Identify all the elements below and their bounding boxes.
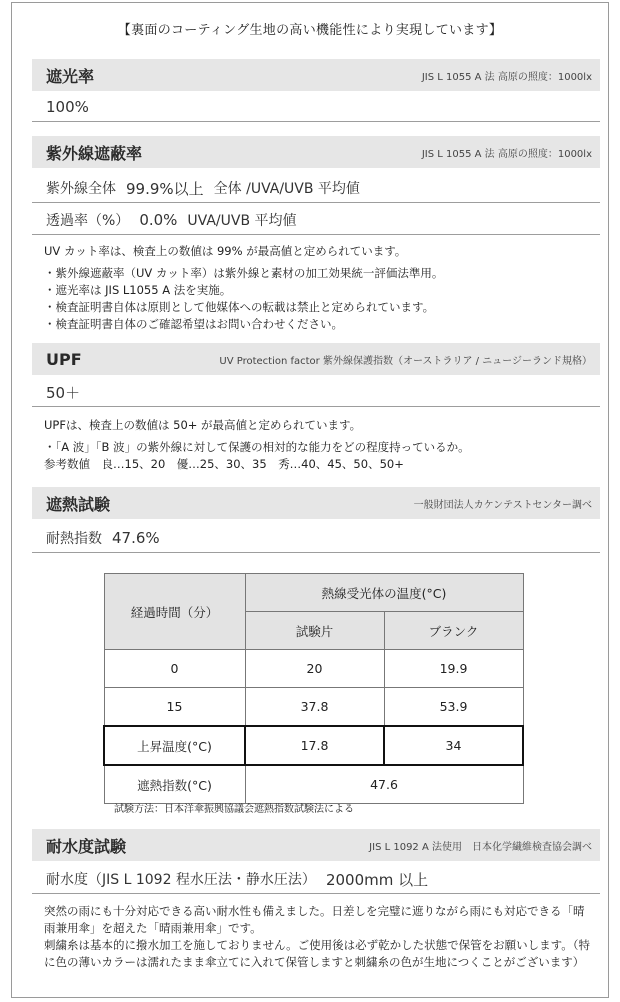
section-note: JIS L 1092 A 法使用 日本化学繊維検査協会調べ (369, 841, 592, 853)
section-title: 耐水度試験 (46, 836, 127, 856)
table-row (104, 650, 523, 688)
section-title: UPF (46, 349, 82, 369)
table-row (104, 688, 523, 727)
section-header-upf (32, 343, 600, 375)
section-header-heat (32, 487, 600, 519)
uv-total-row (32, 174, 600, 203)
col-temp-header: 熱線受光体の温度(°C) (245, 574, 523, 612)
note-line: ・検査証明書自体のご確認希望はお問い合わせください。 (44, 317, 343, 331)
section-header-uv (32, 136, 600, 168)
upf-notes (44, 417, 470, 473)
section-title: 遮光率 (46, 66, 95, 86)
heat-index-table-row (104, 765, 523, 804)
uv-transmittance-label: 透過率（%） (46, 213, 130, 229)
test-method-note: 試験方法：日本洋傘振興協議会遮熱指数試験法による (114, 804, 354, 815)
heat-index-row (32, 524, 600, 553)
note-line: ・「A 波」「B 波」の紫外線に対して保護の相対的な能力をどの程度持っているか。 (44, 440, 470, 454)
note-line: UV カット率は、検査上の数値は 99% が最高値と定められています。 (44, 244, 407, 258)
water-notes (44, 903, 594, 971)
note-paragraph: 突然の雨にも十分対応できる高い耐水性も備えました。日差しを完璧に遮りながら雨にも対応できる「晴雨兼用傘」を超えた「晴雨兼用傘」です。 (44, 904, 585, 935)
uv-total-label: 紫外線全体 (46, 181, 116, 197)
spec-sheet (11, 2, 609, 998)
heat-test-table (103, 573, 524, 804)
shading-value: 100% (46, 98, 89, 116)
cell-sample: 37.8 (245, 688, 384, 727)
cell-time: 0 (104, 650, 245, 688)
uv-transmittance-value: 0.0% (139, 211, 178, 229)
col-sample-header: 試験片 (245, 612, 384, 650)
note-line: UPFは、検査上の数値は 50+ が最高値と定められています。 (44, 418, 362, 432)
upf-value-row (32, 378, 600, 407)
section-note: JIS L 1055 A 法 高原の照度：1000lx (421, 148, 592, 160)
col-time-header: 経過時間（分） (104, 574, 245, 650)
section-title: 紫外線遮蔽率 (46, 143, 143, 163)
cell-rise-sample: 17.8 (245, 726, 384, 765)
section-title: 遮熱試験 (46, 494, 111, 514)
upf-value: 50＋ (46, 383, 81, 402)
uv-total-desc: 全体 /UVA/UVB 平均値 (213, 181, 360, 197)
water-resistance-label: 耐水度（JIS L 1092 程水圧法・静水圧法） (46, 872, 316, 888)
col-blank-header: ブランク (384, 612, 523, 650)
cell-blank: 19.9 (384, 650, 523, 688)
water-resistance-row (32, 865, 600, 894)
section-note: UV Protection factor 紫外線保護指数（オーストラリア / ニュージーランド規格） (219, 355, 592, 367)
note-paragraph: 刺繍糸は基本的に撥水加工を施しておりません。ご使用後は必ず乾かした状態で保管をお願いします。（特に色の薄いカラーは濡れたまま傘立てに入れて保管しますと刺繍糸の色が生地につくことがございます） (44, 938, 591, 969)
cell-index-value: 47.6 (245, 765, 523, 804)
heat-index-label: 耐熱指数 (46, 531, 102, 547)
heat-index-value: 47.6% (112, 529, 160, 547)
uv-transmittance-desc: UVA/UVB 平均値 (187, 213, 297, 229)
note-line: ・検査証明書自体は原則として他媒体への転載は禁止と定められています。 (44, 300, 435, 314)
section-note: 一般財団法人カケンテストセンター調べ (413, 499, 592, 511)
cell-index-label: 遮熱指数(°C) (104, 765, 245, 804)
cell-blank: 53.9 (384, 688, 523, 727)
page-title: 【裏面のコーティング生地の高い機能性により実現しています】 (117, 23, 503, 38)
cell-rise-blank: 34 (384, 726, 523, 765)
cell-time: 15 (104, 688, 245, 727)
note-line: ・紫外線遮蔽率（UV カット率）は紫外線と素材の加工効果統一評価法準用。 (44, 266, 444, 280)
uv-transmittance-row (32, 206, 600, 235)
uv-notes (44, 243, 443, 333)
section-header-shading (32, 59, 600, 91)
shading-value-row (32, 93, 600, 122)
water-resistance-value: 2000mm 以上 (325, 870, 429, 889)
note-line: ・遮光率は JIS L1055 A 法を実施。 (44, 283, 232, 297)
cell-rise-label: 上昇温度(°C) (104, 726, 245, 765)
cell-sample: 20 (245, 650, 384, 688)
note-line: 参考数値 良…15、20 優…25、30、35 秀…40、45、50、50+ (44, 457, 404, 471)
temperature-rise-row (104, 726, 523, 765)
section-note: JIS L 1055 A 法 高原の照度：1000lx (421, 71, 592, 83)
section-header-water (32, 829, 600, 861)
uv-total-value: 99.9%以上 (126, 179, 204, 198)
